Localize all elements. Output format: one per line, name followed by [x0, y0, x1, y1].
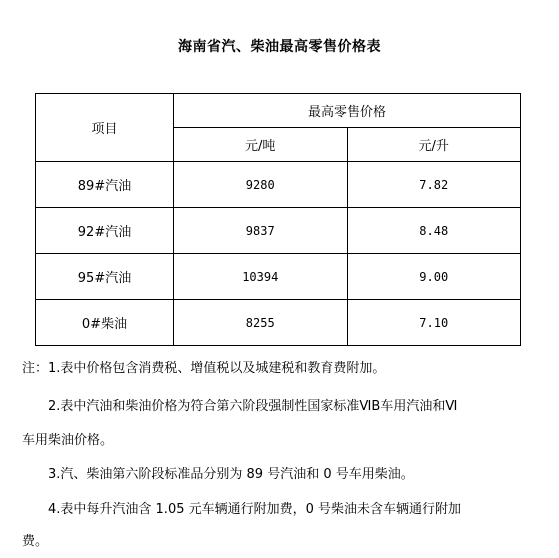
note-3: 3.汽、柴油第六阶段标准品分别为 89 号汽油和 0 号车用柴油。: [48, 467, 414, 482]
row-price-per-liter: 7.10: [347, 300, 521, 346]
table-row: [36, 162, 521, 208]
header-unit-liter: 元/升: [347, 128, 521, 162]
header-unit-ton: 元/吨: [174, 128, 348, 162]
price-table: [35, 93, 521, 346]
table-row: [36, 208, 521, 254]
row-price-per-liter: 9.00: [347, 254, 521, 300]
note-4-line-1: 4.表中每升汽油含 1.05 元车辆通行附加费，0 号柴油未含车辆通行附加: [48, 502, 462, 517]
table-row: [36, 300, 521, 346]
row-price-per-ton: 10394: [174, 254, 348, 300]
note-2-line-1: 2.表中汽油和柴油价格为符合第六阶段强制性国家标准ⅥB车用汽油和Ⅵ: [48, 399, 458, 414]
row-item: 92#汽油: [36, 208, 174, 254]
row-item: 89#汽油: [36, 162, 174, 208]
row-price-per-ton: 8255: [174, 300, 348, 346]
row-price-per-ton: 9837: [174, 208, 348, 254]
note-4-line-2: 费。: [22, 534, 49, 549]
header-max-retail-price: 最高零售价格: [174, 94, 521, 128]
header-item: 项目: [36, 94, 174, 162]
row-price-per-liter: 7.82: [347, 162, 521, 208]
row-item: 95#汽油: [36, 254, 174, 300]
note-2-line-2: 车用柴油价格。: [22, 433, 114, 448]
row-price-per-liter: 8.48: [347, 208, 521, 254]
table-header-row: [36, 94, 521, 128]
table-row: [36, 254, 521, 300]
note-1: 注：1.表中价格包含消费税、增值税以及城建税和教育费附加。: [22, 361, 386, 376]
page-title: 海南省汽、柴油最高零售价格表: [178, 39, 381, 55]
row-item: 0#柴油: [36, 300, 174, 346]
row-price-per-ton: 9280: [174, 162, 348, 208]
